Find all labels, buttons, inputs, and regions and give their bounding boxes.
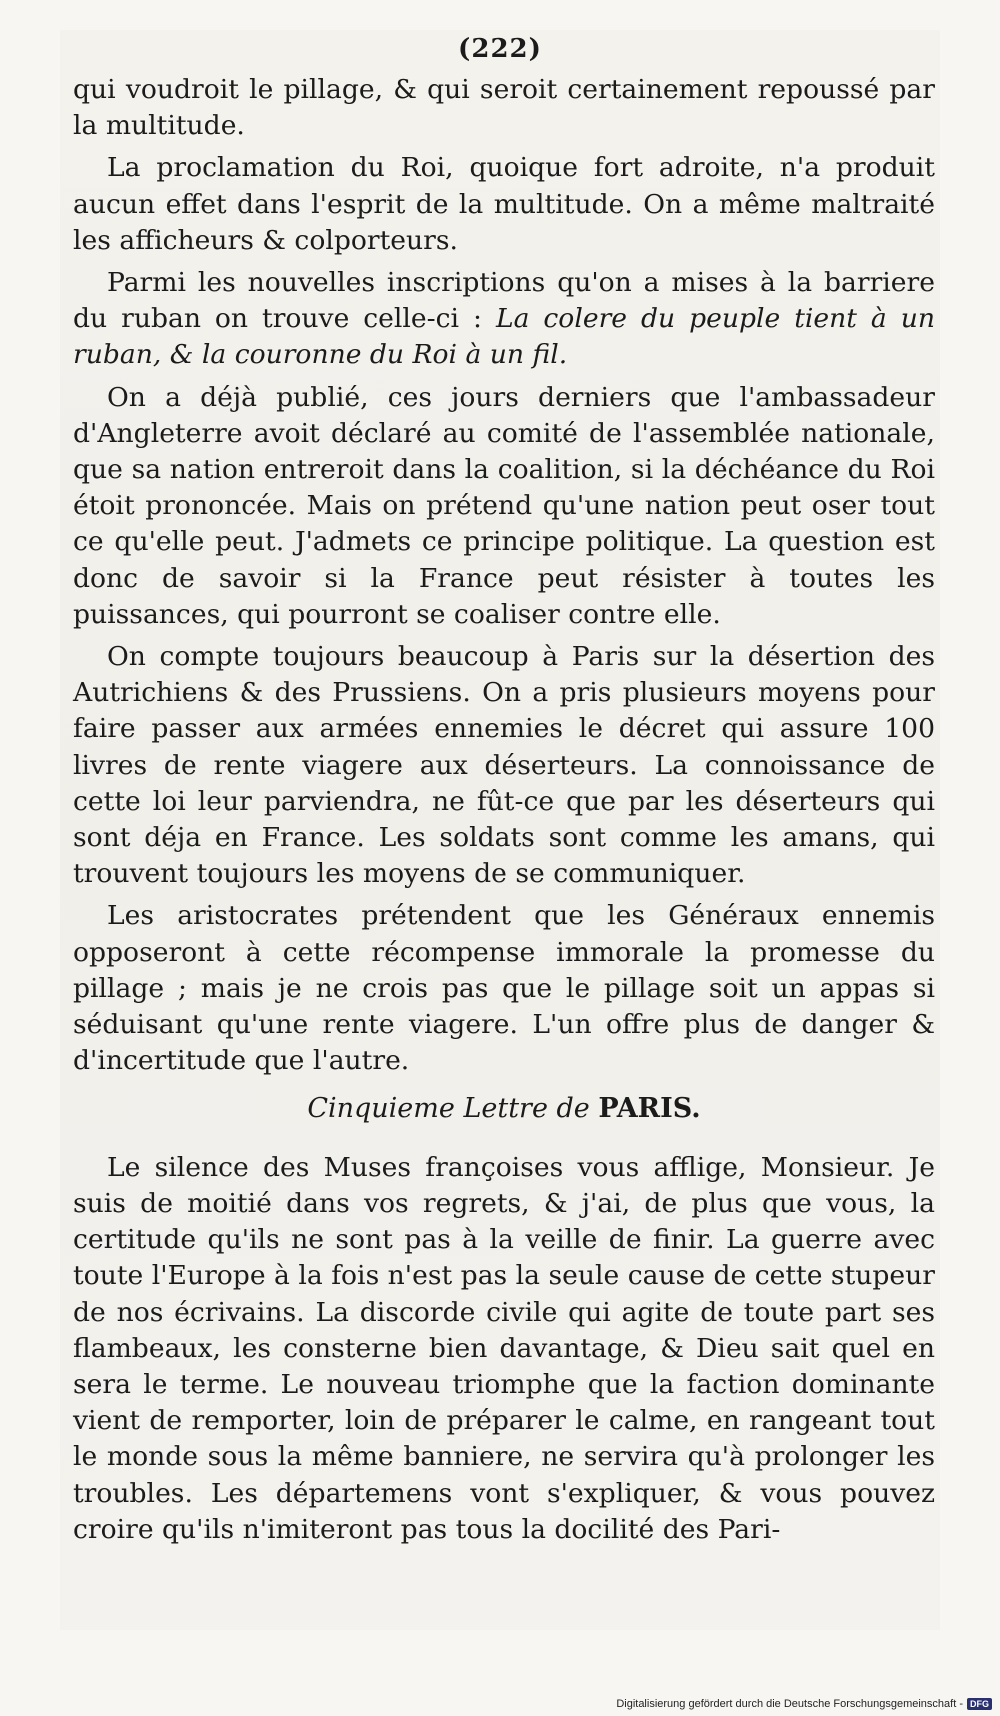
paragraph-desertion: On compte toujours beaucoup à Paris sur la désertion des Autrichiens & des Prussiens. On a pris plusieurs moyens pour faire passer aux armées ennemies le décret qui assure 100 livres de rente viagere aux déserteurs. La connoissance de cette loi leur parviendra, ne fût-ce que par les déserteurs qui sont déja en France. Les soldats sont comme les amans, qui trouvent toujours les moyens de se communiquer. — [73, 641, 935, 890]
paragraph-ambassador: On a déjà publié, ces jours derniers que l'ambassadeur d'Angleterre avoit déclaré au comité de l'assemblée nationale, que sa nation entreroit dans la coalition, si la déchéance du Roi étoit prononcée. Mais on prétend qu'une nation peut oser tout ce qu'elle peut. J'admets ce principe politique. La question est donc de savoir si la France peut résister à toutes les puissances, qui pourront se coaliser contre elle. — [73, 381, 935, 630]
paragraph-inscriptions — [73, 265, 935, 374]
footer-text: Digitalisierung gefördert durch die Deutsche Forschungsgemeinschaft - — [616, 1698, 963, 1710]
letter-heading — [73, 1091, 935, 1127]
dfg-logo-icon: DFG — [967, 1698, 992, 1710]
heading-italic: Cinquieme Lettre de — [307, 1093, 599, 1125]
heading-caps: PARIS. — [598, 1093, 701, 1125]
paragraph-muses: Le silence des Muses françoises vous afflige, Monsieur. Je suis de moitié dans vos regrets, & j'ai, de plus que vous, la certitude qu'ils ne sont pas à la veille de finir. La guerre avec toute l'Europe à la fois n'est pas la seule cause de cette stupeur de nos écrivains. La discorde civile qui agite de toute part ses flambeaux, les consterne bien davantage, & Dieu sait quel en sera le terme. Le nouveau triomphe que la faction dominante vient de remporter, loin de préparer le calme, en rangeant tout le monde sous la même banniere, ne servira qu'à prolonger les troubles. Les départemens vont s'expliquer, & vous pouvez croire qu'ils n'imiteront pas tous la docilité des Pari- — [73, 1151, 935, 1545]
inscription-intro: Parmi les nouvelles inscriptions qu'on a mises à la barriere du ruban on trouve celle-ci : — [73, 267, 935, 335]
inscription-quote: La colere du peuple tient à un ruban, & la couronne du Roi à un fil. — [73, 303, 935, 371]
paragraph-proclamation: La proclamation du Roi, quoique fort adroite, n'a produit aucun effet dans l'esprit de la multitude. On a même maltraité les afficheurs & colporteurs. — [73, 152, 935, 256]
page-number: (222) — [458, 34, 542, 64]
paragraph-aristocrats: Les aristocrates prétendent que les Généraux ennemis opposeront à cette récompense immorale la promesse du pillage ; mais je ne crois pas que le pillage soit un appas si séduisant qu'une rente viagere. L'un offre plus de danger & d'incertitude que l'autre. — [73, 900, 935, 1077]
document-body — [73, 72, 935, 1554]
digitization-footer — [616, 1698, 992, 1710]
paragraph-continued: qui voudroit le pillage, & qui seroit certainement repoussé par la multitude. — [73, 74, 935, 142]
